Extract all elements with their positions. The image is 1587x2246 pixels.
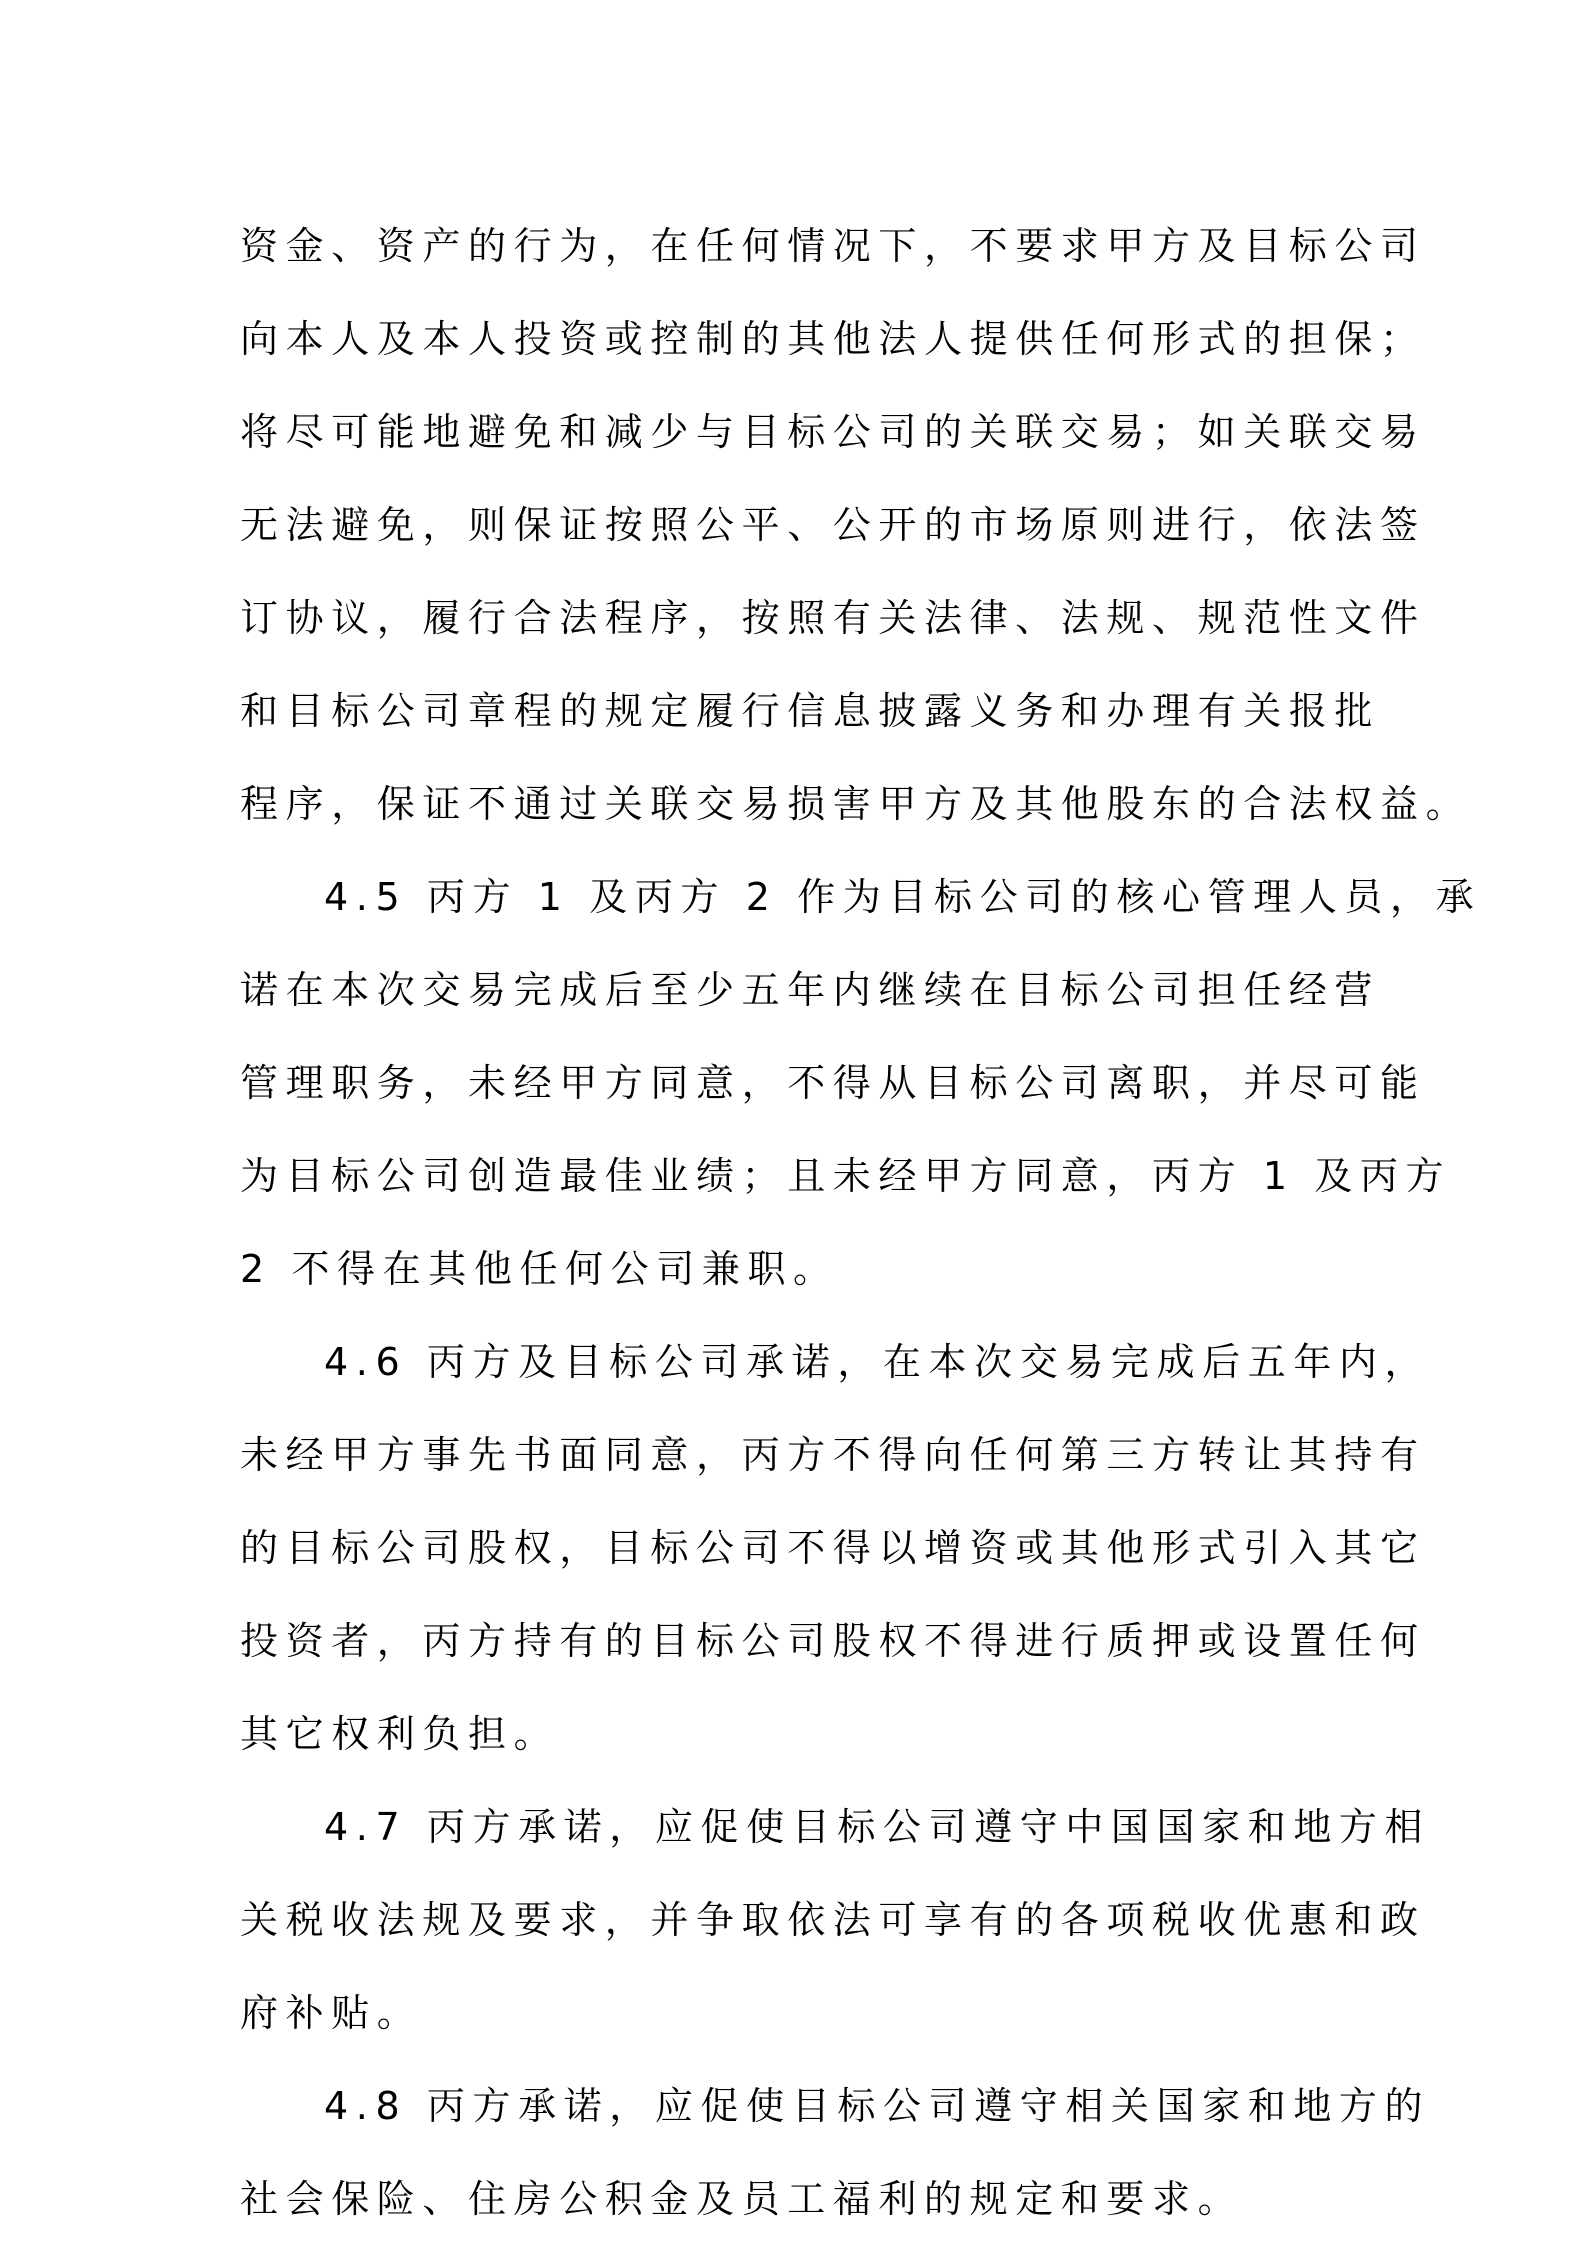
text-line: 资金、资产的行为，在任何情况下，不要求甲方及目标公司 (240, 224, 1426, 268)
clause-4-8-first-line: 4.8 丙方承诺，应促使目标公司遵守相关国家和地方的 (324, 2084, 1431, 2128)
text-line: 和目标公司章程的规定履行信息披露义务和办理有关报批 (240, 689, 1381, 733)
text-line: 无法避免，则保证按照公平、公开的市场原则进行，依法签 (240, 503, 1426, 547)
clause-4-7-first-line: 4.7 丙方承诺，应促使目标公司遵守中国国家和地方相 (324, 1805, 1431, 1849)
text-line: 关税收法规及要求，并争取依法可享有的各项税收优惠和政 (240, 1898, 1426, 1942)
text-line: 管理职务，未经甲方同意，不得从目标公司离职，并尽可能 (240, 1061, 1426, 1105)
clause-4-5-first-line: 4.5 丙方 1 及丙方 2 作为目标公司的核心管理人员，承 (324, 875, 1482, 919)
text-line: 程序，保证不通过关联交易损害甲方及其他股东的合法权益。 (240, 782, 1472, 826)
text-line: 未经甲方事先书面同意，丙方不得向任何第三方转让其持有 (240, 1433, 1426, 1477)
text-line: 社会保险、住房公积金及员工福利的规定和要求。 (240, 2177, 1244, 2221)
text-line: 其它权利负担。 (240, 1712, 560, 1756)
text-line: 诺在本次交易完成后至少五年内继续在目标公司担任经营 (240, 968, 1381, 1012)
body-text (240, 200, 1482, 2246)
text-line: 府补贴。 (240, 1991, 423, 2035)
text-line: 向本人及本人投资或控制的其他法人提供任何形式的担保； (240, 317, 1426, 361)
clause-4-6-first-line: 4.6 丙方及目标公司承诺，在本次交易完成后五年内， (324, 1340, 1431, 1384)
text-line: 将尽可能地避免和减少与目标公司的关联交易；如关联交易 (240, 410, 1426, 454)
text-line: 为目标公司创造最佳业绩；且未经甲方同意，丙方 1 及丙方 (240, 1154, 1452, 1198)
text-line: 投资者，丙方持有的目标公司股权不得进行质押或设置任何 (240, 1619, 1426, 1663)
text-line: 的目标公司股权，目标公司不得以增资或其他形式引入其它 (240, 1526, 1426, 1570)
text-line: 2 不得在其他任何公司兼职。 (240, 1247, 839, 1291)
text-line: 订协议，履行合法程序，按照有关法律、法规、规范性文件 (240, 596, 1426, 640)
